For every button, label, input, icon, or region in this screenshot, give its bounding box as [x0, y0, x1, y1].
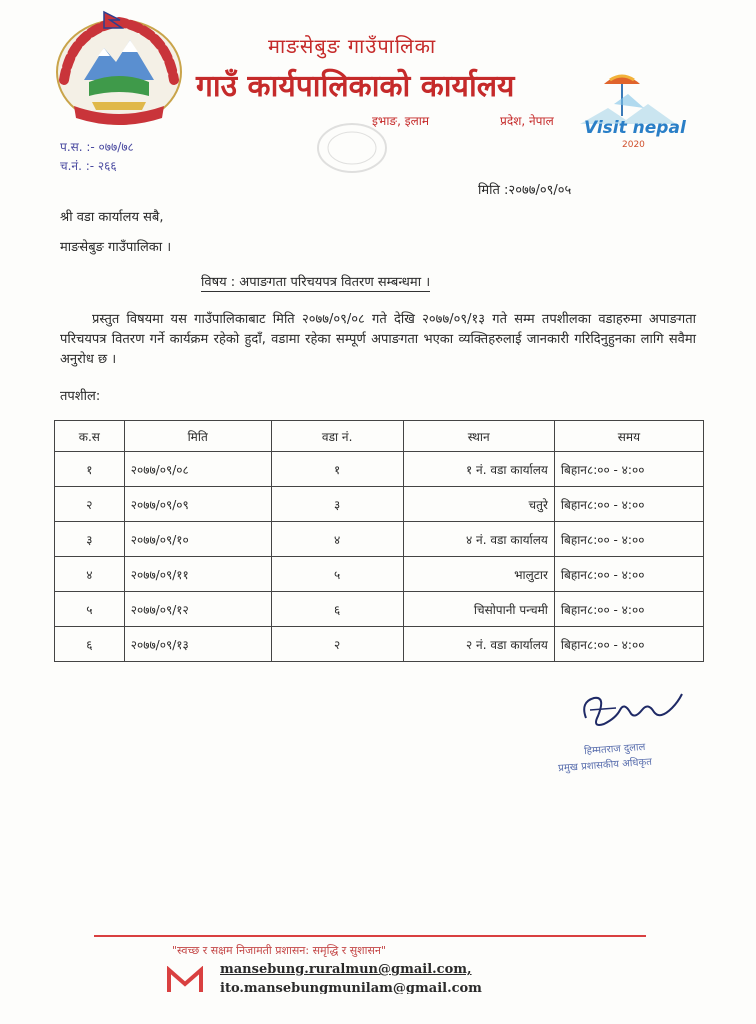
- cell-date: २०७७/०९/१३: [124, 627, 271, 662]
- cell-serial: २: [55, 487, 125, 522]
- office-title: गाउँ कार्यपालिकाको कार्यालय: [196, 69, 515, 104]
- cell-place: २ नं. वडा कार्यालय: [403, 627, 554, 662]
- email-link-1[interactable]: mansebung.ruralmun@gmail.com,: [220, 962, 472, 977]
- cell-place: चिसोपानी पन्चमी: [403, 592, 554, 627]
- footer-motto: "स्वच्छ र सक्षम निजामती प्रशासन: समृद्धि र सुशासन": [172, 944, 387, 957]
- municipality-name: माङसेबुङ गाउँपालिका: [268, 34, 437, 58]
- cell-time: बिहान८:०० - ४:००: [554, 452, 703, 487]
- cell-serial: ४: [55, 557, 125, 592]
- cell-ward: ६: [271, 592, 403, 627]
- table-row: [55, 522, 704, 557]
- cell-time: बिहान८:०० - ४:००: [554, 522, 703, 557]
- cell-ward: ५: [271, 557, 403, 592]
- faint-stamp-mark: [312, 118, 392, 178]
- cell-date: २०७७/०९/१०: [124, 522, 271, 557]
- cell-place: चतुरे: [403, 487, 554, 522]
- cell-ward: २: [271, 627, 403, 662]
- details-label: तपशील:: [60, 389, 101, 404]
- cell-ward: ३: [271, 487, 403, 522]
- cell-place: १ नं. वडा कार्यालय: [403, 452, 554, 487]
- table-header-row: [55, 421, 704, 452]
- letter-body: प्रस्तुत विषयमा यस गाउँपालिकाबाट मिति २०७७/०९/०८ गते देखि २०७७/०९/१३ गते सम्म तपशीलका वडाहरुमा अपाङगता परिचयपत्र वितरण गर्ने कार्यक्रम रहेको हुदाँ, वडामा रहेका सम्पूर्ण अपाङगता भएका व्यक्तिहरुलाई जानकारी गरिदिनुहुनका लागि सवैमा अनुरोध छ ।: [60, 312, 696, 367]
- cell-place: भालुटार: [403, 557, 554, 592]
- cell-place: ४ नं. वडा कार्यालय: [403, 522, 554, 557]
- cell-time: बिहान८:०० - ४:००: [554, 557, 703, 592]
- cell-date: २०७७/०९/११: [124, 557, 271, 592]
- reference-number: प.स. :- ०७७/७८: [60, 140, 134, 154]
- cell-time: बिहान८:०० - ४:००: [554, 592, 703, 627]
- header-date: मिति: [124, 421, 271, 452]
- cell-time: बिहान८:०० - ४:००: [554, 487, 703, 522]
- header-time: समय: [554, 421, 703, 452]
- letter-subject: विषय : अपाङगता परिचयपत्र वितरण सम्बन्धमा ।: [201, 272, 430, 292]
- table-row: [55, 627, 704, 662]
- table-row: [55, 452, 704, 487]
- address-right: प्रदेश, नेपाल: [500, 114, 554, 128]
- address-left: इभाङ, इलाम: [372, 114, 430, 128]
- visit-nepal-year: 2020: [622, 140, 645, 150]
- cell-date: २०७७/०९/०८: [124, 452, 271, 487]
- cell-ward: ४: [271, 522, 403, 557]
- cell-time: बिहान८:०० - ४:००: [554, 627, 703, 662]
- visit-nepal-text: Visit nepal: [584, 118, 686, 138]
- cell-ward: १: [271, 452, 403, 487]
- cell-date: २०७७/०९/०९: [124, 487, 271, 522]
- cell-date: २०७७/०९/१२: [124, 592, 271, 627]
- cell-serial: १: [55, 452, 125, 487]
- table-row: [55, 557, 704, 592]
- cell-serial: ३: [55, 522, 125, 557]
- cell-serial: ५: [55, 592, 125, 627]
- table-row: [55, 592, 704, 627]
- header-place: स्थान: [403, 421, 554, 452]
- signatory-name: हिम्मतराज दुलाल: [583, 741, 646, 758]
- recipient-line-1: श्री वडा कार्यालय सबै,: [60, 210, 164, 225]
- table-row: [55, 487, 704, 522]
- signatory-title: प्रमुख प्रशासकीय अधिकृत: [557, 756, 653, 775]
- cell-serial: ६: [55, 627, 125, 662]
- dispatch-number: च.नं. :- २६६: [60, 159, 117, 173]
- schedule-table: [54, 420, 704, 662]
- letter-date: मिति :२०७७/०९/०५: [478, 183, 572, 198]
- visit-nepal-logo: [578, 64, 696, 156]
- nepal-emblem-logo: [44, 10, 194, 140]
- recipient-line-2: माङसेबुङ गाउँपालिका ।: [60, 240, 172, 255]
- handwritten-signature: [576, 688, 686, 738]
- footer-divider: [94, 935, 646, 937]
- email-link-2[interactable]: ito.mansebungmunilam@gmail.com: [220, 981, 482, 994]
- header-ward: वडा नं.: [271, 421, 403, 452]
- mail-logo-icon: [166, 966, 204, 994]
- header-serial: क.स: [55, 421, 125, 452]
